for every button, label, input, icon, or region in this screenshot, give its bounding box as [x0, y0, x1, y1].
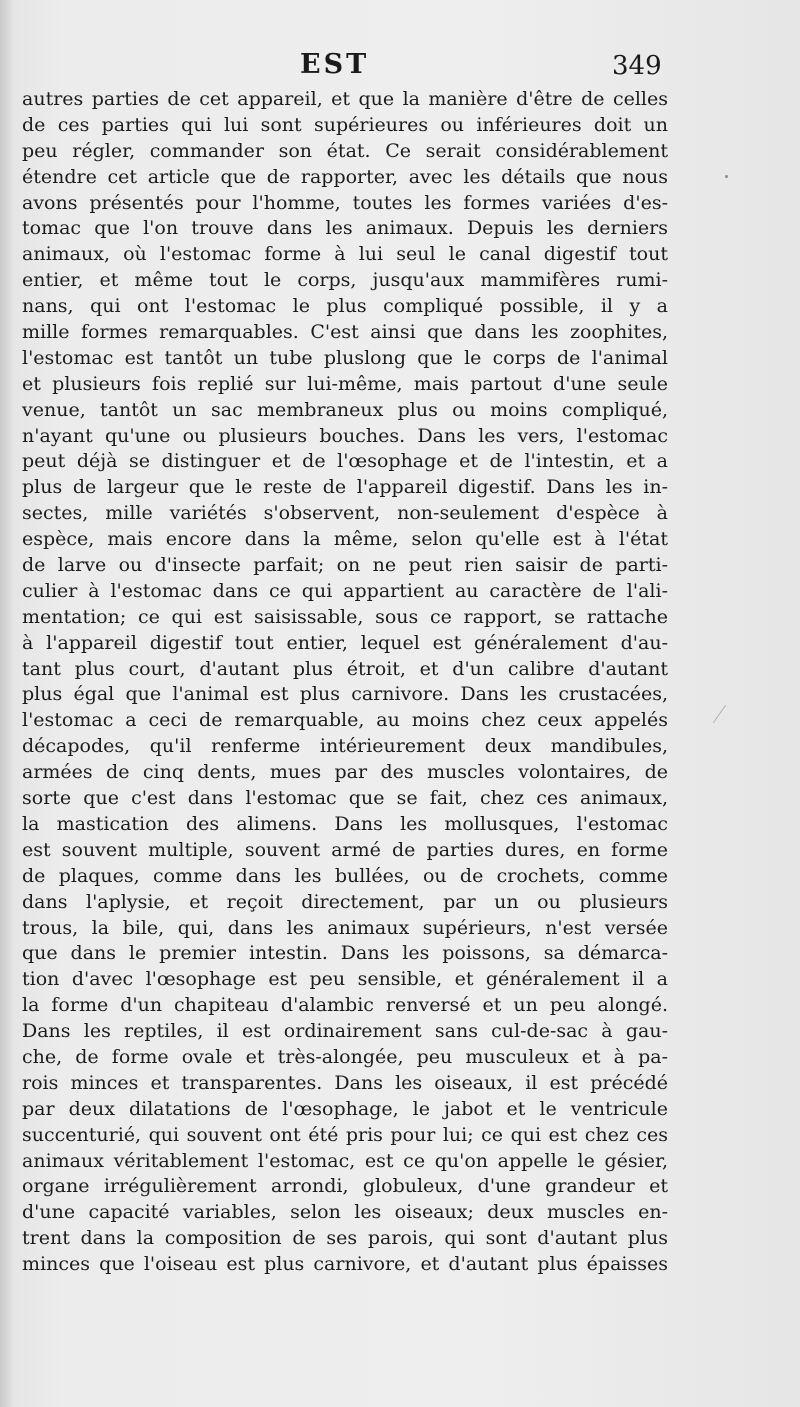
text-line: par deux dilatations de l'œsophage, le jabot et le ventricule: [22, 1097, 668, 1120]
text-line: che, de forme ovale et très-alongée, peu musculeux et à pa-: [22, 1045, 668, 1068]
text-line: plus égal que l'animal est plus carnivore. Dans les crustacées,: [22, 683, 668, 706]
text-line: animaux, où l'estomac forme à lui seul le canal digestif tout: [22, 243, 668, 266]
text-line: que dans le premier intestin. Dans les poissons, sa démarca-: [22, 942, 668, 965]
text-line: animaux véritablement l'estomac, est ce qu'on appelle le gésier,: [22, 1149, 668, 1172]
text-line: de larve ou d'insecte parfait; on ne peut rien saisir de parti-: [22, 554, 668, 577]
text-line: la mastication des alimens. Dans les mollusques, l'estomac: [22, 812, 668, 835]
text-line: Dans les reptiles, il est ordinairement sans cul-de-sac à gau-: [22, 1020, 668, 1043]
text-line: la forme d'un chapiteau d'alambic renversé et un peu alongé.: [22, 994, 668, 1017]
text-line: armées de cinq dents, mues par des muscles volontaires, de: [22, 761, 668, 784]
text-line: mille formes remarquables. C'est ainsi que dans les zoophites,: [22, 321, 668, 344]
text-line: culier à l'estomac dans ce qui appartient au caractère de l'ali-: [22, 579, 668, 602]
text-line: décapodes, qu'il renferme intérieurement deux mandibules,: [22, 735, 668, 758]
text-line: sorte que c'est dans l'estomac que se fait, chez ces animaux,: [22, 787, 668, 810]
page-number: 349: [612, 51, 662, 81]
page-gutter-shadow: [0, 0, 14, 1407]
text-line: venue, tantôt un sac membraneux plus ou moins compliqué,: [22, 398, 668, 421]
text-line: tant plus court, d'autant plus étroit, et d'un calibre d'autant: [22, 657, 668, 680]
text-line: étendre cet article que de rapporter, avec les détails que nous: [22, 165, 668, 188]
text-line: de ces parties qui lui sont supérieures ou inférieures doit un: [22, 113, 668, 136]
text-line: tomac que l'on trouve dans les animaux. Depuis les derniers: [22, 217, 668, 240]
text-line: dans l'aplysie, et reçoit directement, par un ou plusieurs: [22, 890, 668, 913]
page-header: [0, 45, 800, 85]
text-line: avons présentés pour l'homme, toutes les formes variées d'es-: [22, 191, 668, 214]
text-line: à l'appareil digestif tout entier, lequel est généralement d'au-: [22, 631, 668, 654]
text-line: peut déjà se distinguer et de l'œsophage et de l'intestin, et a: [22, 450, 668, 473]
running-head: EST: [300, 49, 370, 80]
text-line: tion d'avec l'œsophage est peu sensible, et généralement il a: [22, 968, 668, 991]
text-line: succenturié, qui souvent ont été pris pour lui; ce qui est chez ces: [22, 1123, 668, 1146]
text-line: l'estomac est tantôt un tube pluslong que le corps de l'animal: [22, 346, 668, 369]
text-line: organe irrégulièrement arrondi, globuleux, d'une grandeur et: [22, 1175, 668, 1198]
text-line: trent dans la composition de ses parois, qui sont d'autant plus: [22, 1227, 668, 1250]
text-line: plus de largeur que le reste de l'appareil digestif. Dans les in-: [22, 476, 668, 499]
text-line: rois minces et transparentes. Dans les oiseaux, il est précédé: [22, 1071, 668, 1094]
text-line: de plaques, comme dans les bullées, ou de crochets, comme: [22, 864, 668, 887]
text-line: n'ayant qu'une ou plusieurs bouches. Dans les vers, l'estomac: [22, 424, 668, 447]
text-line: peu régler, commander son état. Ce serait considérablement: [22, 139, 668, 162]
body-text: [22, 87, 668, 1278]
text-line: trous, la bile, qui, dans les animaux supérieurs, n'est versée: [22, 916, 668, 939]
text-line: est souvent multiple, souvent armé de parties dures, en forme: [22, 838, 668, 861]
text-line: autres parties de cet appareil, et que la manière d'être de celles: [22, 88, 668, 110]
text-line: minces que l'oiseau est plus carnivore, et d'autant plus épaisses: [22, 1253, 668, 1276]
text-line: nans, qui ont l'estomac le plus compliqué possible, il y a: [22, 295, 668, 318]
text-line: d'une capacité variables, selon les oiseaux; deux muscles en-: [22, 1201, 668, 1224]
text-line: espèce, mais encore dans la même, selon qu'elle est à l'état: [22, 528, 668, 551]
text-line: l'estomac a ceci de remarquable, au moins chez ceux appelés: [22, 709, 668, 732]
text-line: mentation; ce qui est saisissable, sous ce rapport, se rattache: [22, 605, 668, 628]
text-line: sectes, mille variétés s'observent, non-seulement d'espèce à: [22, 502, 668, 525]
text-line: entier, et même tout le corps, jusqu'aux mammifères rumi-: [22, 269, 668, 292]
margin-pencil-mark: [713, 705, 735, 729]
text-line: et plusieurs fois replié sur lui-même, mais partout d'une seule: [22, 372, 668, 395]
margin-speck: [725, 175, 728, 178]
